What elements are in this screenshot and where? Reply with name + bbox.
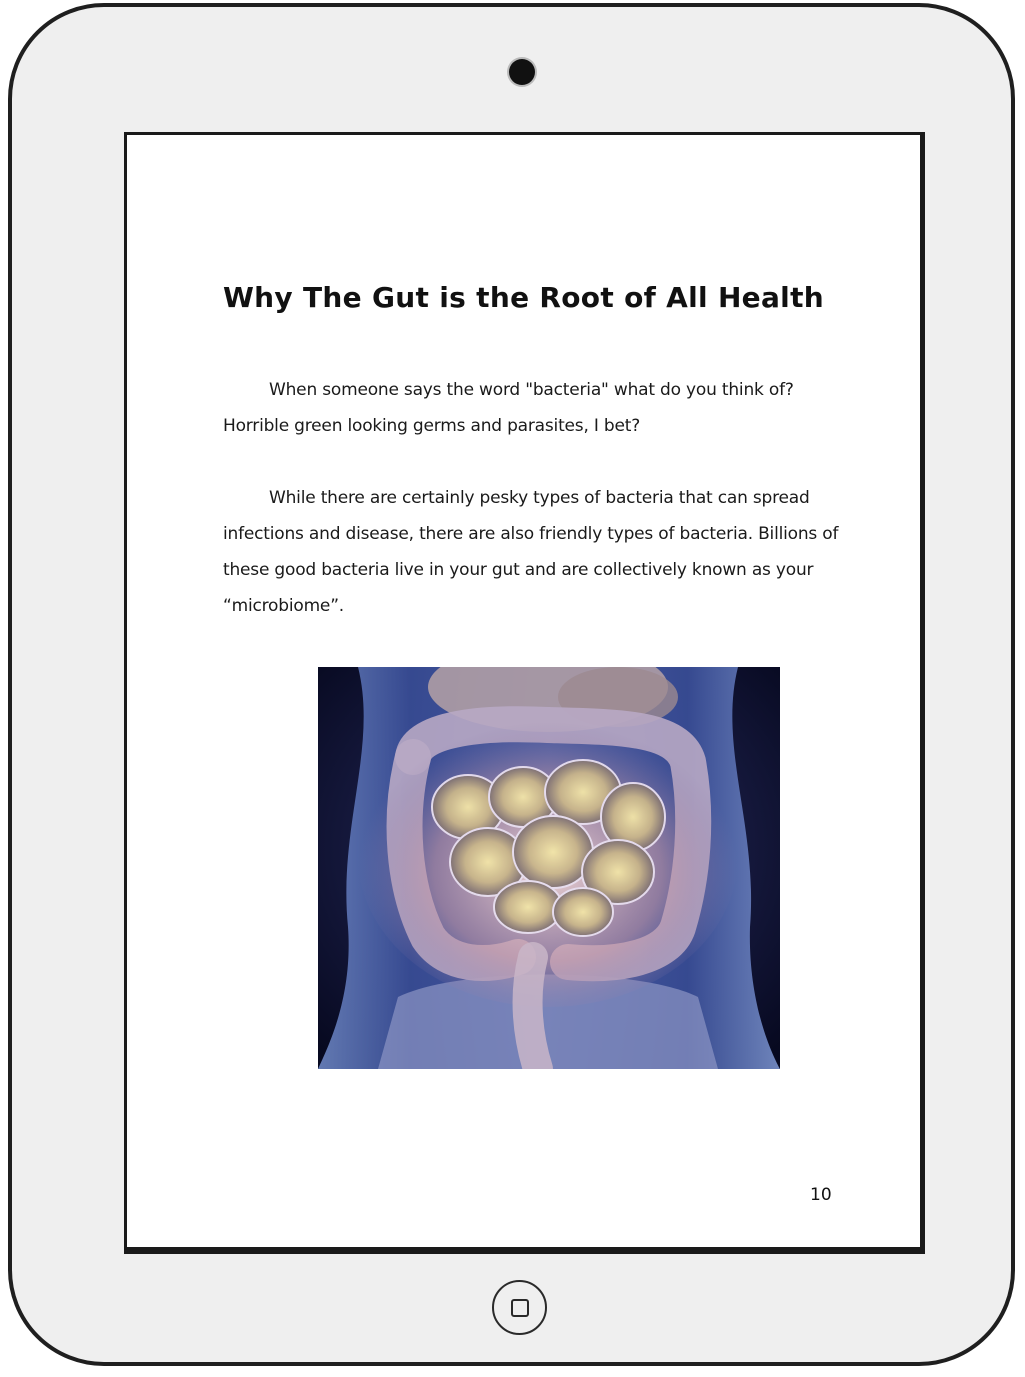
paragraph-2: While there are certainly pesky types of bacteria that can spread infections and disease, there are also friendly types of bacteria. Billions of these good bacteria live in your gut and are collectively known as your “microbiome”.: [223, 488, 839, 616]
home-button-icon: [511, 1299, 529, 1317]
paragraph-1: When someone says the word "bacteria" what do you think of? Horrible green looking germs and parasites, I bet?: [223, 380, 794, 436]
home-button[interactable]: [492, 1280, 547, 1335]
ebook-page: [124, 132, 925, 1254]
tablet-frame: [8, 3, 1015, 1366]
gut-microbiome-illustration: [318, 667, 780, 1069]
camera-icon: [509, 59, 535, 85]
intestine-image: [318, 667, 780, 1069]
page-title: Why The Gut is the Root of All Health: [223, 281, 824, 314]
page-number: 10: [810, 1185, 832, 1205]
